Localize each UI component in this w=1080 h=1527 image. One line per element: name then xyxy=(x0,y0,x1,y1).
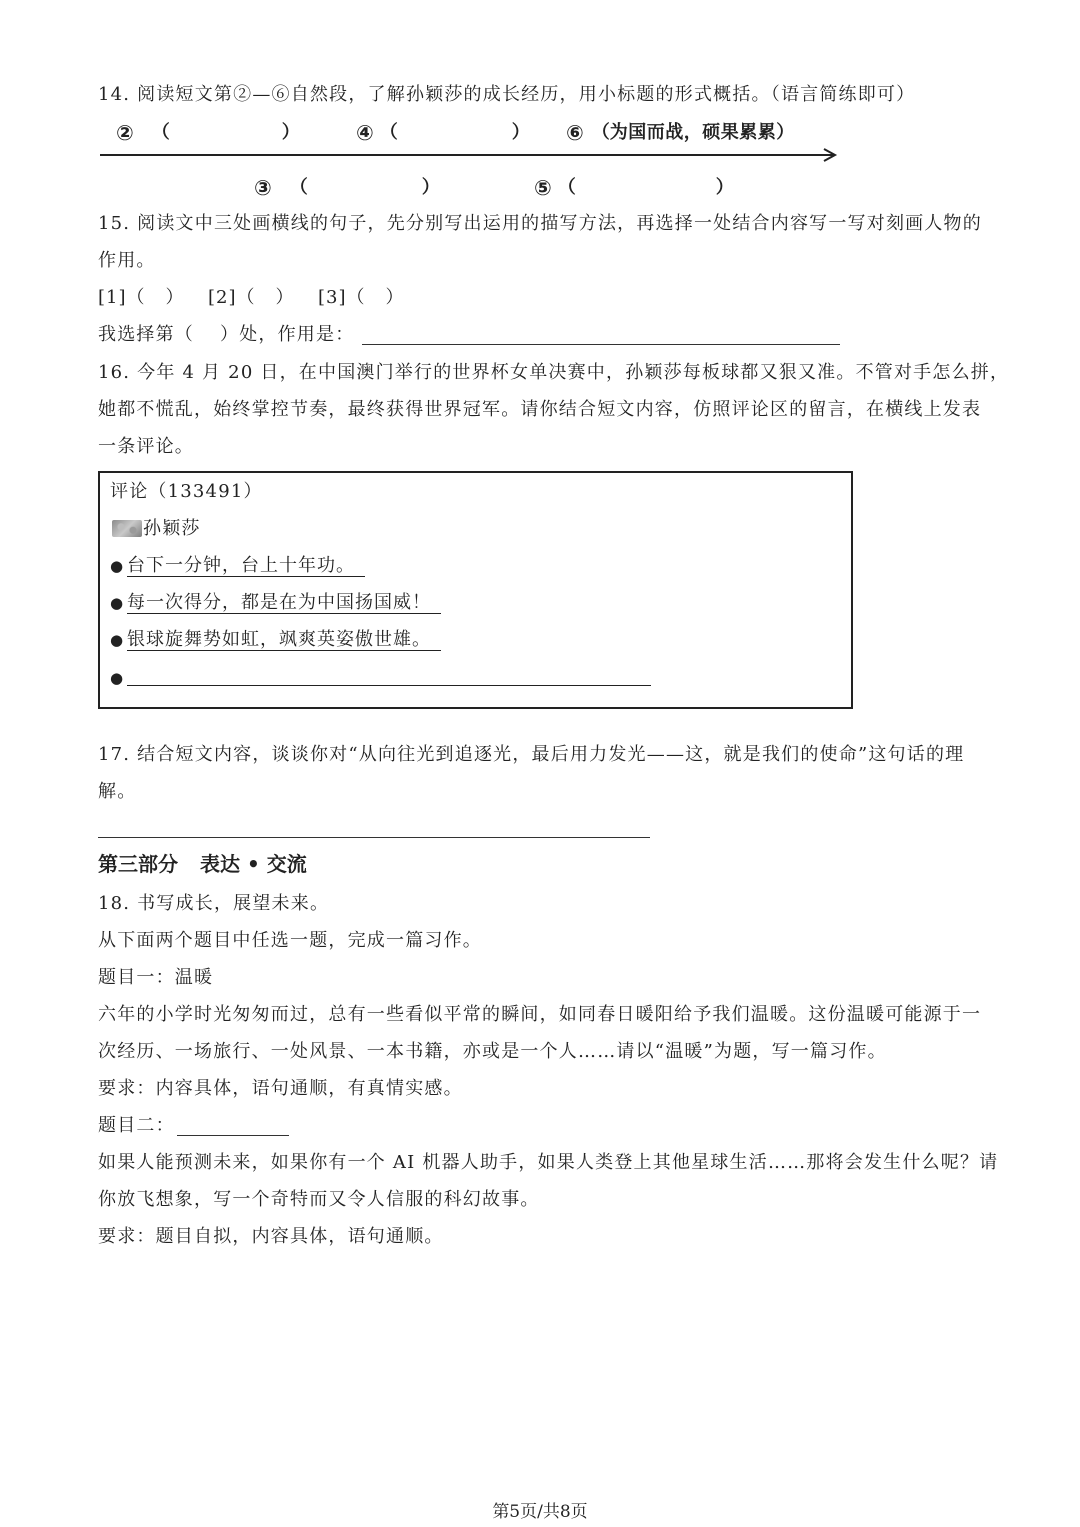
page-number: 第5页/共8页 xyxy=(492,1502,588,1522)
comment-text: 银球旋舞势如虹，飒爽英姿傲世雄。 xyxy=(127,630,441,651)
timeline-item-5 xyxy=(534,176,734,200)
q15-prompt-line-1: 15. 阅读文中三处画横线的句子，先分别写出运用的描写方法，再选择一处结合内容写一写对刻画人物的 xyxy=(98,213,982,234)
comment-item xyxy=(110,591,441,615)
timeline-num: ④ xyxy=(356,121,374,145)
paren-open: （ xyxy=(557,177,576,198)
paren-open: （ xyxy=(151,122,170,143)
timeline-num: ⑤ xyxy=(534,176,552,200)
paren-open: （ xyxy=(126,287,146,308)
q16-prompt-line-2: 她都不慌乱，始终掌控节奏，最终获得世界冠军。请你结合短文内容，仿照评论区的留言，在横线上发表 xyxy=(98,399,982,420)
timeline-item-4 xyxy=(356,121,530,145)
q15-choice-line xyxy=(98,323,840,347)
paren-close: ） xyxy=(776,122,795,143)
answer-line xyxy=(98,837,650,838)
paren-open: （ xyxy=(236,287,256,308)
timeline-answer: 为国而战，硕果累累 xyxy=(609,122,777,143)
topic2-line-1: 如果人能预测未来，如果你有一个 AI 机器人助手，如果人类登上其他星球生活……那将会发生什么呢？请 xyxy=(98,1152,999,1173)
paren-open: （ xyxy=(346,287,366,308)
answer-line xyxy=(127,671,651,686)
paren-close: ） xyxy=(715,177,734,198)
topic1-title: 题目一：温暖 xyxy=(98,967,214,988)
topic2-title: 题目二： xyxy=(98,1115,175,1136)
comment-item xyxy=(110,628,441,652)
paren-close: ） xyxy=(511,122,530,143)
comment-item xyxy=(110,554,365,578)
paren-close: ） xyxy=(281,122,300,143)
timeline-num: ② xyxy=(116,121,134,145)
comment-header: 评论（133491） xyxy=(110,481,263,502)
timeline-item-3 xyxy=(254,176,440,200)
q18-instruction: 从下面两个题目中任选一题，完成一篇习作。 xyxy=(98,930,482,951)
q15-prompt-line-2: 作用。 xyxy=(98,250,156,271)
timeline-item-6 xyxy=(566,121,794,145)
q15-blank-1 xyxy=(98,286,185,310)
q17-prompt-line-2: 解。 xyxy=(98,781,137,802)
paren-close: ） xyxy=(165,287,185,308)
blank-label: [2] xyxy=(208,287,237,308)
bullet-icon: ● xyxy=(110,557,125,575)
paren-open: （ xyxy=(379,122,398,143)
bullet-icon: ● xyxy=(110,669,125,687)
q18-title: 18. 书写成长，展望未来。 xyxy=(98,893,330,914)
answer-line xyxy=(362,326,840,345)
q16-prompt-line-1: 16. 今年 4 月 20 日，在中国澳门举行的世界杯女单决赛中，孙颖莎每板球都又狠又准。不管对手怎么拼， xyxy=(98,362,1010,383)
blank-label: [1] xyxy=(98,287,127,308)
timeline-item-2 xyxy=(116,121,300,145)
comment-text: 台下一分钟，台上十年功。 xyxy=(127,556,365,577)
avatar xyxy=(112,520,142,537)
paren-close: ） xyxy=(421,177,440,198)
choice-prefix: 我选择第（ xyxy=(98,324,194,345)
topic1-requirement: 要求：内容具体，语句通顺，有真情实感。 xyxy=(98,1078,463,1099)
topic1-line-2: 次经历、一场旅行、一处风景、一本书籍，亦或是一个人……请以“温暖”为题，写一篇习作。 xyxy=(98,1041,887,1062)
q17-prompt-line-1: 17. 结合短文内容，谈谈你对“从向往光到追逐光，最后用力发光——这，就是我们的使命”这句话的理 xyxy=(98,744,965,765)
comment-text: 每一次得分，都是在为中国扬国威！ xyxy=(127,593,441,614)
timeline-arrow xyxy=(98,146,843,164)
section-title: 表达 • 交流 xyxy=(200,852,307,876)
title-blank-line xyxy=(177,1117,289,1136)
bullet-icon: ● xyxy=(110,631,125,649)
q15-blank-3 xyxy=(318,286,405,310)
paren-open: （ xyxy=(591,122,610,143)
section-heading xyxy=(98,851,307,877)
blank-label: [3] xyxy=(318,287,347,308)
bullet-icon: ● xyxy=(110,594,125,612)
paren-close: ） xyxy=(275,287,295,308)
paren-close: ） xyxy=(385,287,405,308)
q14-prompt: 14. 阅读短文第②—⑥自然段，了解孙颖莎的成长经历，用小标题的形式概括。（语言简练即可） xyxy=(98,84,916,105)
topic2-line-2: 你放飞想象，写一个奇特而又令人信服的科幻故事。 xyxy=(98,1189,540,1210)
timeline-num: ⑥ xyxy=(566,121,584,145)
comment-blank-item xyxy=(110,666,651,690)
topic2-title-row xyxy=(98,1114,289,1138)
choice-suffix: ）处，作用是： xyxy=(220,324,355,345)
paren-open: （ xyxy=(289,177,308,198)
section-part: 第三部分 xyxy=(98,852,178,876)
topic2-requirement: 要求：题目自拟，内容具体，语句通顺。 xyxy=(98,1226,444,1247)
comment-user-name: 孙颖莎 xyxy=(143,518,201,539)
q15-blank-2 xyxy=(208,286,295,310)
timeline-num: ③ xyxy=(254,176,272,200)
topic1-line-1: 六年的小学时光匆匆而过，总有一些看似平常的瞬间，如同春日暖阳给予我们温暖。这份温暖可能源于一 xyxy=(98,1004,982,1025)
q16-prompt-line-3: 一条评论。 xyxy=(98,436,194,457)
